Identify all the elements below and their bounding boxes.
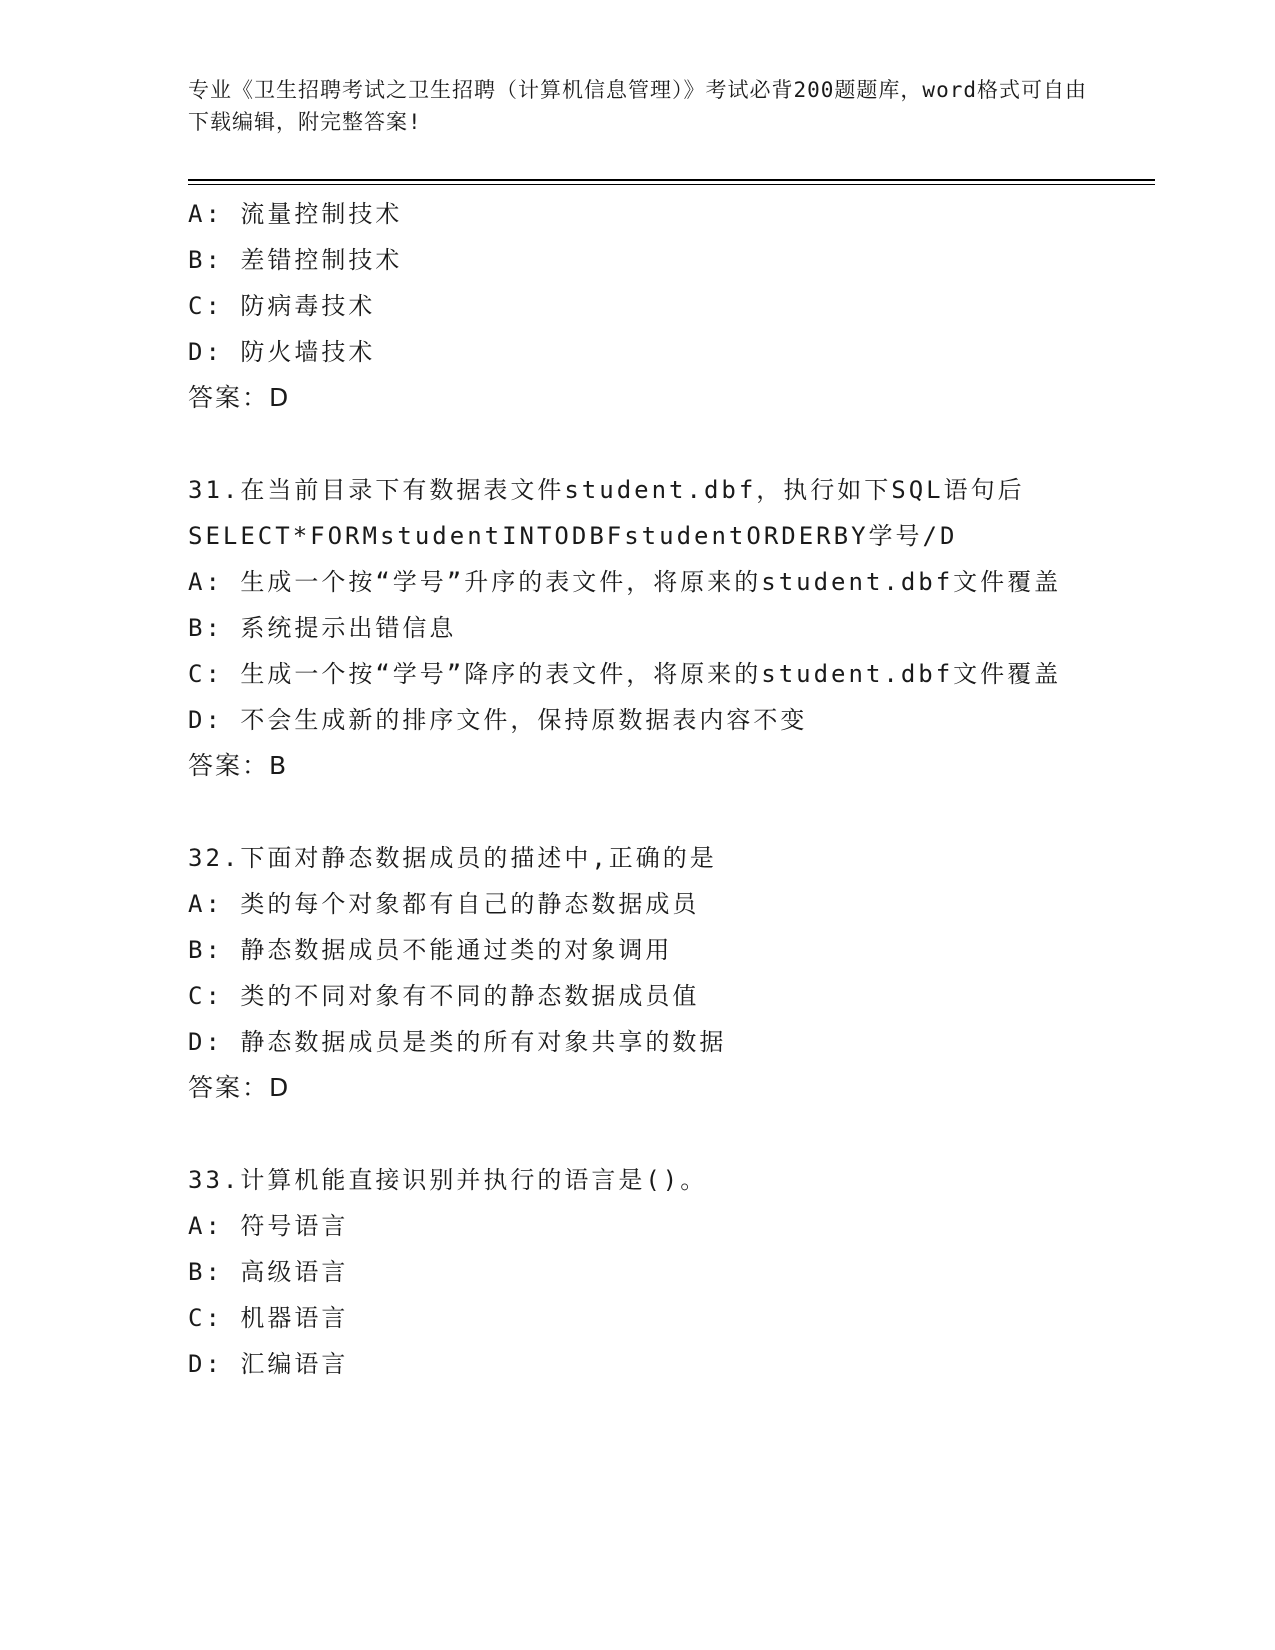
- option-a: A: 类的每个对象都有自己的静态数据成员: [188, 890, 700, 918]
- option-b: B: 高级语言: [188, 1258, 349, 1286]
- answer-line: 答案：B: [188, 751, 289, 780]
- option-c: C: 类的不同对象有不同的静态数据成员值: [188, 982, 700, 1010]
- question-spacer: [188, 1111, 1088, 1157]
- question-33: [188, 1157, 1088, 1387]
- option-d: D: 静态数据成员是类的所有对象共享的数据: [188, 1028, 727, 1056]
- question-31: [188, 467, 1088, 789]
- answer-line: 答案：D: [188, 383, 291, 412]
- option-d: D: 汇编语言: [188, 1350, 349, 1378]
- question-stem: 32.下面对静态数据成员的描述中,正确的是: [188, 844, 717, 872]
- option-b: B: 差错控制技术: [188, 246, 403, 274]
- option-c: C: 机器语言: [188, 1304, 349, 1332]
- option-d: D: 防火墙技术: [188, 338, 376, 366]
- option-a: A: 生成一个按“学号”升序的表文件，将原来的student.dbf文件覆盖: [188, 568, 1062, 596]
- question-spacer: [188, 421, 1088, 467]
- question-30: [188, 191, 1088, 421]
- question-spacer: [188, 789, 1088, 835]
- header-divider-thin: [188, 184, 1155, 185]
- question-stem: 31.在当前目录下有数据表文件student.dbf，执行如下SQL语句后: [188, 476, 1025, 504]
- option-c: C: 生成一个按“学号”降序的表文件，将原来的student.dbf文件覆盖: [188, 660, 1062, 688]
- option-a: A: 流量控制技术: [188, 200, 403, 228]
- question-32: [188, 835, 1088, 1111]
- option-c: C: 防病毒技术: [188, 292, 376, 320]
- option-a: A: 符号语言: [188, 1212, 349, 1240]
- option-d: D: 不会生成新的排序文件，保持原数据表内容不变: [188, 706, 808, 734]
- document-header: 专业《卫生招聘考试之卫生招聘（计算机信息管理）》考试必背200题题库，word格式可自由下载编辑，附完整答案!: [188, 78, 1087, 134]
- question-content: [188, 191, 1088, 1387]
- question-stem: 33.计算机能直接识别并执行的语言是()。: [188, 1166, 708, 1194]
- header-divider-thick: [188, 179, 1155, 181]
- question-stem-continued: SELECT*FORMstudentINTODBFstudentORDERBY学号/D: [188, 522, 958, 550]
- answer-line: 答案：D: [188, 1073, 291, 1102]
- option-b: B: 系统提示出错信息: [188, 614, 457, 642]
- option-b: B: 静态数据成员不能通过类的对象调用: [188, 936, 673, 964]
